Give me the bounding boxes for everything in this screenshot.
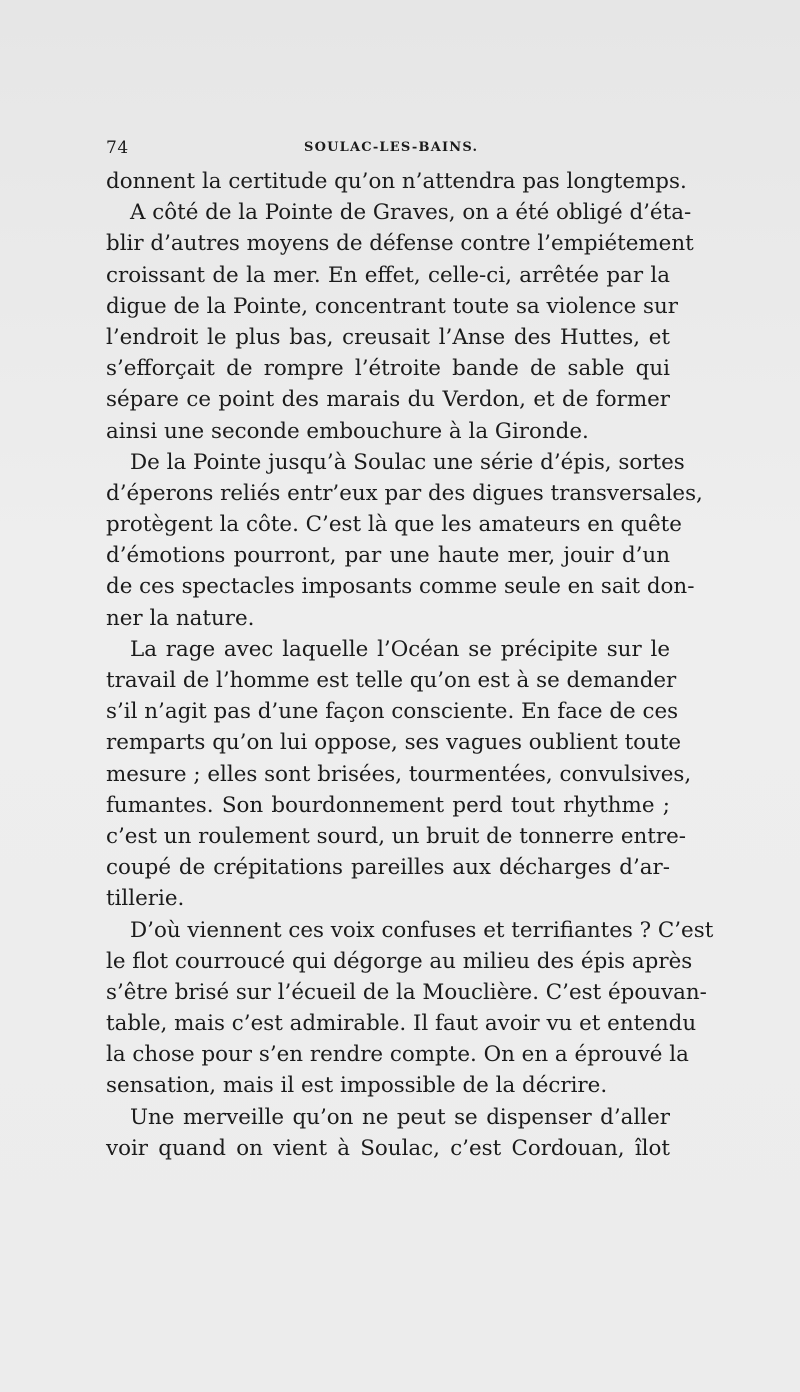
text-line: tillerie. (106, 886, 185, 912)
text-line: D’où viennent ces voix confuses et terrifiantes ? C’est (130, 917, 714, 943)
text-line: d’éperons reliés entr’eux par des digues transversales, (106, 480, 703, 506)
text-line: voir quand on vient à Soulac, c’est Cordouan, îlot (106, 1135, 670, 1161)
text-line: travail de l’homme est telle qu’on est à se demander (106, 668, 677, 693)
text-line: A côté de la Pointe de Graves, on a été obligé d’éta- (130, 200, 692, 226)
text-line: De la Pointe jusqu’à Soulac une série d’épis, sortes (130, 449, 685, 475)
text-line: sensation, mais il est impossible de la décrire. (106, 1073, 608, 1099)
text-line: table, mais c’est admirable. Il faut avoir vu et entendu (106, 1011, 697, 1037)
running-title: SOULAC-LES-BAINS. (304, 140, 479, 155)
text-line: sépare ce point des marais du Verdon, et de former (106, 387, 670, 413)
text-line: s’être brisé sur l’écueil de la Mouclière. C’est épouvan- (106, 979, 707, 1005)
text-line: l’endroit le plus bas, creusait l’Anse des Huttes, et (106, 324, 670, 350)
text-line: blir d’autres moyens de défense contre l’empiétement (106, 231, 694, 257)
page-number: 74 (106, 138, 129, 158)
text-line: Une merveille qu’on ne peut se dispenser d’aller (130, 1104, 670, 1130)
text-line: mesure ; elles sont brisées, tourmentées, convulsives, (106, 761, 692, 787)
text-line: la chose pour s’en rendre compte. On en a éprouvé la (106, 1042, 689, 1068)
text-line: s’il n’agit pas d’une façon consciente. En face de ces (106, 699, 679, 725)
text-line: protègent la côte. C’est là que les amateurs en quête (106, 512, 682, 538)
text-line: ner la nature. (106, 605, 255, 631)
text-line: c’est un roulement sourd, un bruit de tonnerre entre- (106, 823, 686, 849)
page-header (106, 138, 666, 162)
text-line: le flot courroucé qui dégorge au milieu des épis après (106, 948, 693, 974)
text-line: croissant de la mer. En effet, celle-ci, arrêtée par la (106, 262, 670, 288)
text-line: coupé de crépitations pareilles aux décharges d’ar- (106, 855, 670, 881)
text-line: ainsi une seconde embouchure à la Gironde. (106, 418, 589, 444)
text-line: fumantes. Son bourdonnement perd tout rhythme ; (106, 792, 670, 818)
text-line: digue de la Pointe, concentrant toute sa violence sur (106, 293, 679, 319)
body-text (106, 166, 714, 1164)
text-line: s’efforçait de rompre l’étroite bande de sable qui (106, 356, 670, 382)
text-line: donnent la certitude qu’on n’attendra pas longtemps. (106, 169, 687, 194)
text-line: La rage avec laquelle l’Océan se précipite sur le (130, 636, 670, 662)
text-line: remparts qu’on lui oppose, ses vagues oublient toute (106, 730, 682, 756)
text-line: d’émotions pourront, par une haute mer, jouir d’un (106, 543, 670, 569)
text-line: de ces spectacles imposants comme seule en sait don- (106, 574, 695, 600)
